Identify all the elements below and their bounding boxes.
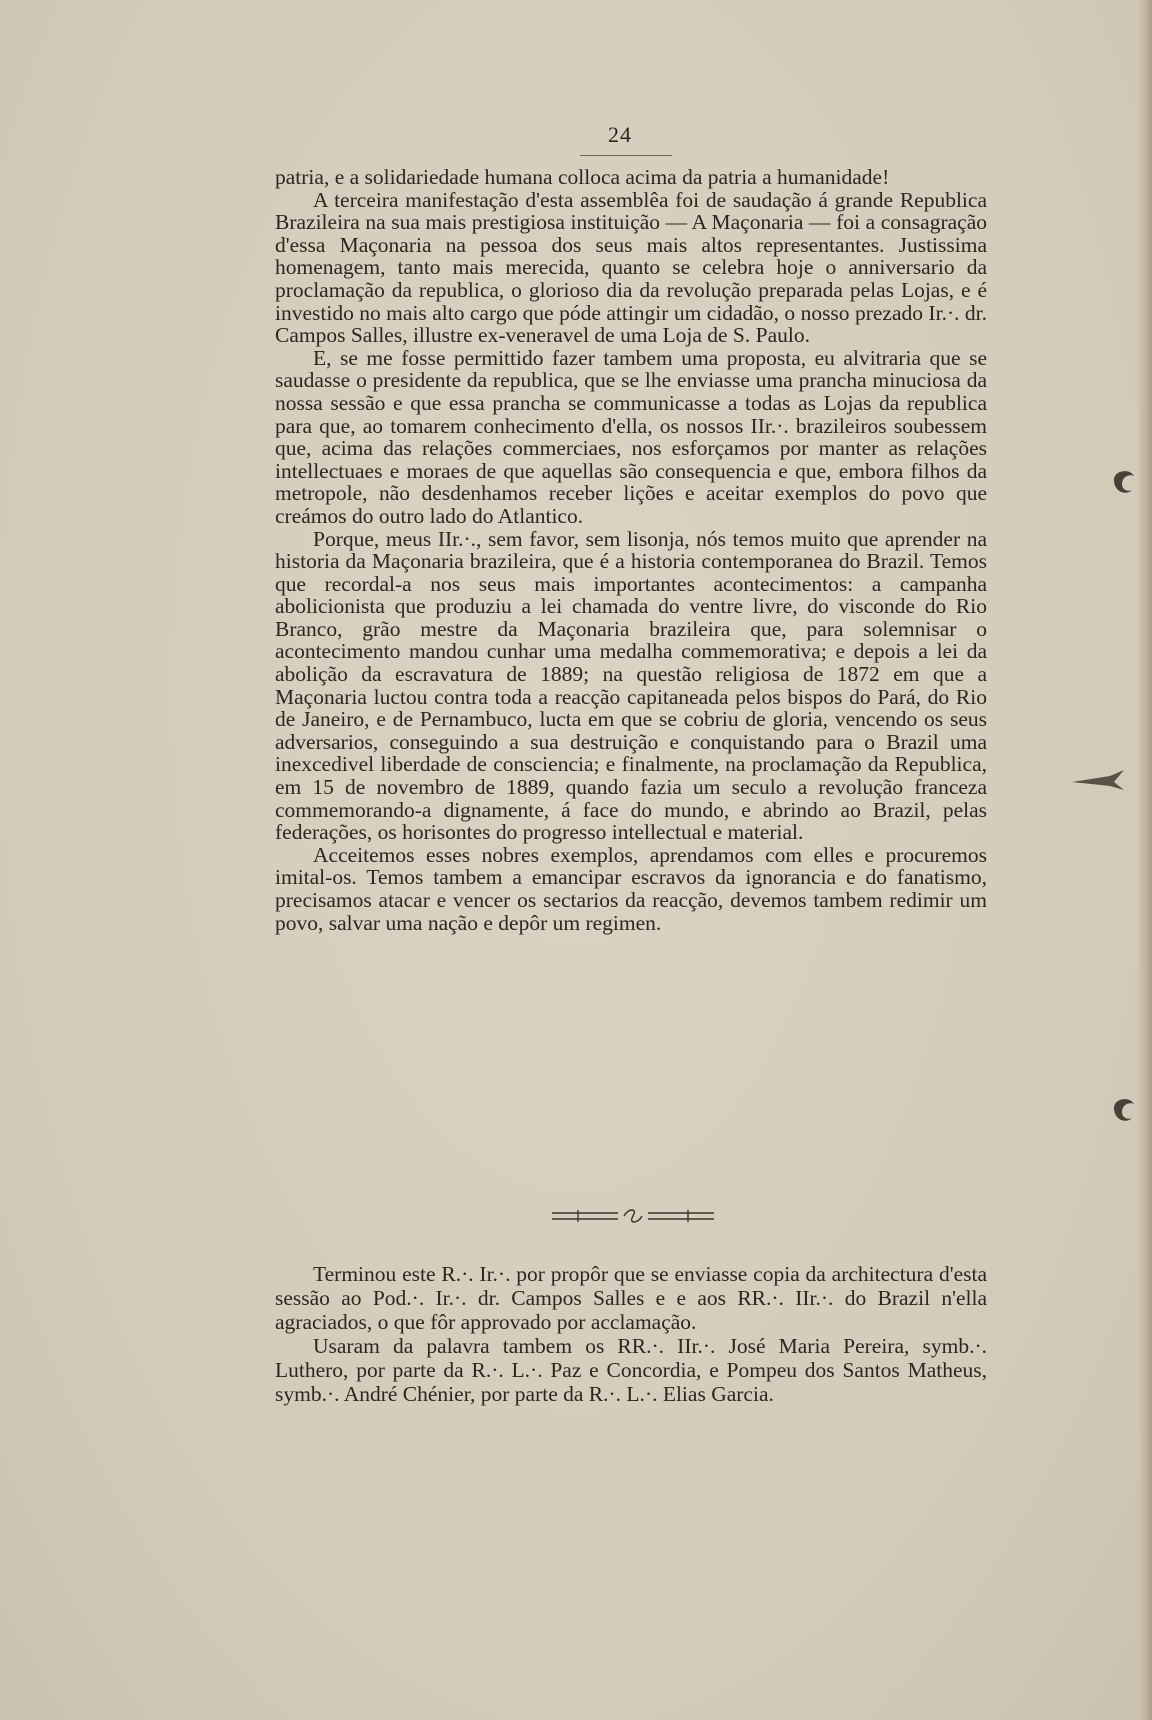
paragraph-5: Acceitemos esses nobres exemplos, aprendamos com elles e procuremos imital-os. Temos tambem a emancipar escravos da ignorancia e do fanatismo, precisamos atacar e vencer os sectarios da reacção, devemos tambem redimir um povo, salvar uma nação e depôr um regimen. xyxy=(275,842,987,935)
paragraph-2: A terceira manifestação d'esta assemblêa foi de saudação á grande Republica Brazileira na sua mais prestigiosa instituição — A Maçonaria — foi a consagração d'essa Maçonaria na pessoa dos seus mais altos representantes. Justissima homenagem, tanto mais merecida, quanto se celebra hoje o anniversario da proclamação da republica, o glorioso dia da revolução preparada pelas Lojas, e é investido no mais alto cargo que póde attingir um cidadão, o nosso prezado Ir.·. dr. Campos Salles, illustre ex-veneravel de uma Loja de S. Paulo. xyxy=(275,187,987,348)
page-edge xyxy=(1138,0,1152,1720)
section-divider-ornament xyxy=(548,1206,718,1226)
paragraph-3: E, se me fosse permittido fazer tambem uma proposta, eu alvitraria que se saudasse o presidente da republica, que se lhe enviasse uma prancha minuciosa da nossa sessão e que essa prancha se communicasse a todas as Lojas da republica para que, ao tomarem conhecimento d'ella, os nossos IIr.·. brazileiros soubessem que, acima das relações commerciaes, nos esforçamos por manter as relações intellectuaes e moraes de que aquellas são consequencia e que, embora filhos da metropole, não desdenhamos receber lições e aceitar exemplos do povo que creámos do outro lado do Atlantico. xyxy=(275,345,987,528)
margin-binding-mark-icon xyxy=(1070,760,1126,796)
closing-text xyxy=(275,1262,987,1406)
closing-paragraph-1: Terminou este R.·. Ir.·. por propôr que se enviasse copia da architectura d'esta sessão ao Pod.·. Ir.·. dr. Campos Salles e e aos RR.·. IIr.·. do Brazil n'ella agraciados, o que fôr approvado por acclamação. xyxy=(275,1262,987,1334)
margin-binding-mark-icon xyxy=(1108,1090,1138,1126)
paragraph-4: Porque, meus IIr.·., sem favor, sem lisonja, nós temos muito que aprender na historia da Maçonaria brazileira, que é a historia contemporanea do Brazil. Temos que recordal-a nos seus mais importantes acontecimentos: a campanha abolicionista que produziu a lei chamada do ventre livre, do visconde do Rio Branco, grão mestre da Maçonaria brazileira que, para solemnisar o acontecimento mandou cunhar uma medalha commemorativa; e depois a lei da abolição da escravatura de 1889; na questão religiosa de 1872 em que a Maçonaria luctou contra toda a reacção capitaneada pelos bispos do Pará, do Rio de Janeiro, e de Pernambuco, lucta em que se cobriu de gloria, vencendo os seus adversarios, conseguindo a sua destruição e conquistando para o Brazil uma inexcedivel liberdade de consciencia; e finalmente, na proclamação da Republica, em 15 de novembro de 1889, quando fazia um seculo a revolução franceza commemorando-a dignamente, á face do mundo, e abrindo ao Brazil, pelas federações, os horisontes do progresso intellectual e material. xyxy=(275,526,987,845)
main-text xyxy=(275,166,987,934)
paragraph-1: patria, e a solidariedade humana colloca acima da patria a humanidade! xyxy=(275,165,890,189)
page-number-rule xyxy=(580,155,672,156)
margin-binding-mark-icon xyxy=(1108,462,1138,498)
closing-paragraph-2: Usaram da palavra tambem os RR.·. IIr.·. José Maria Pereira, symb.·. Luthero, por parte da R.·. L.·. Paz e Concordia, e Pompeu dos Santos Matheus, symb.·. André Chénier, por parte da R.·. L.·. Elias Garcia. xyxy=(275,1334,987,1406)
page-number: 24 xyxy=(608,122,632,147)
